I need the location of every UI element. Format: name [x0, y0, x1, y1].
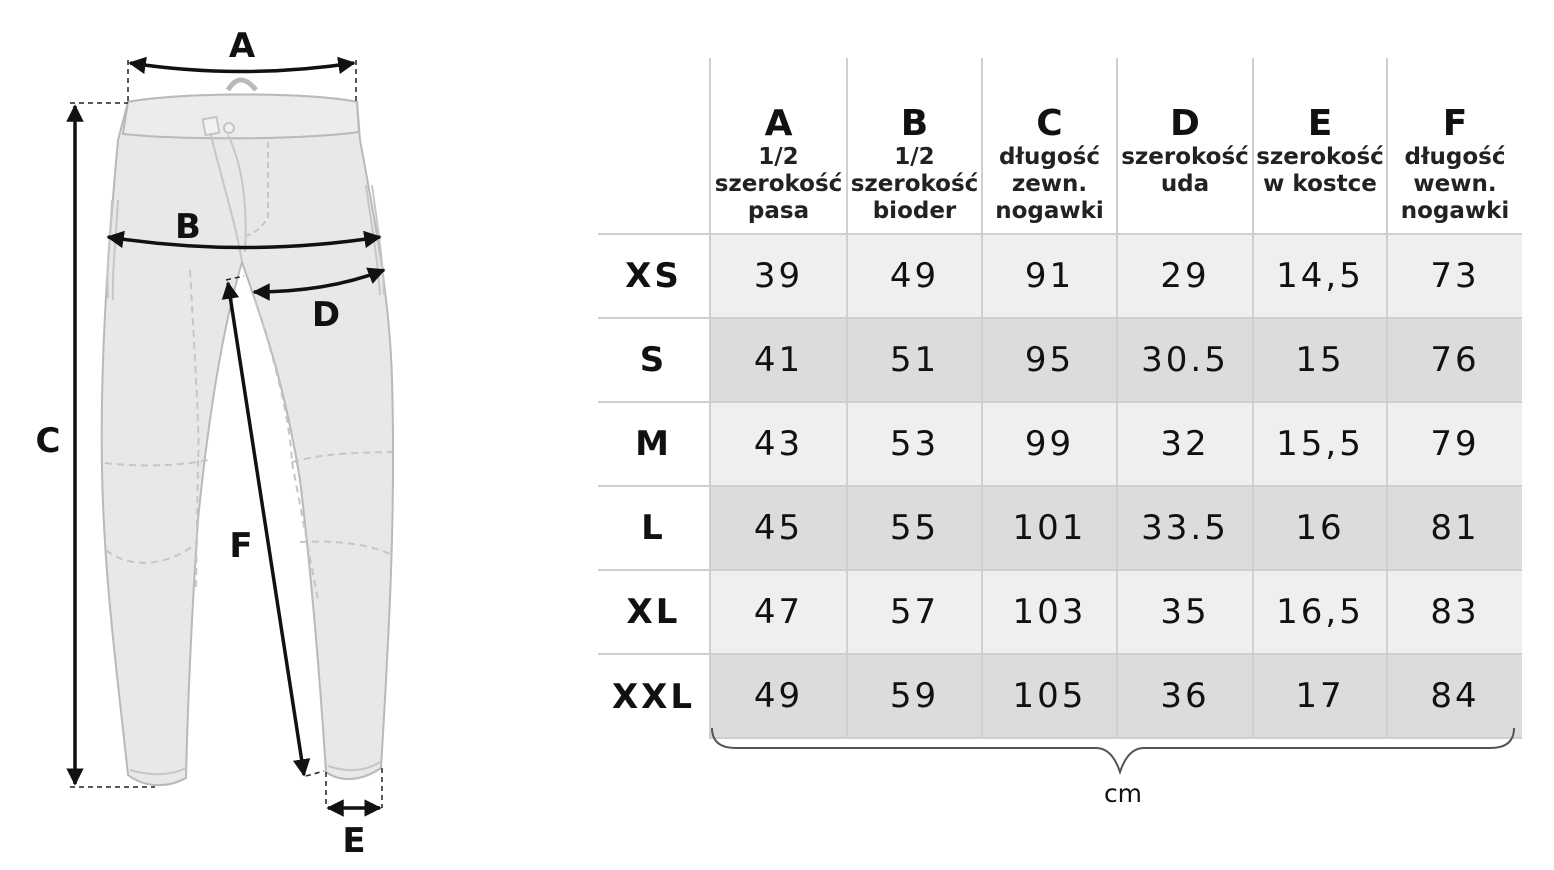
dimension-label-b: B	[175, 207, 201, 247]
value-cell: 105	[982, 654, 1117, 738]
value-cell: 45	[710, 486, 847, 570]
size-row-s	[598, 318, 1522, 402]
column-desc-line: zewn.	[1011, 171, 1088, 197]
value-cell: 35	[1117, 570, 1253, 654]
column-header-d	[1117, 58, 1253, 234]
size-label: XS	[598, 234, 710, 318]
column-desc-line: szerokość	[850, 171, 979, 197]
value-cell: 17	[1253, 654, 1387, 738]
unit-brace	[708, 724, 1520, 776]
column-desc-line: wewn.	[1413, 171, 1497, 197]
value-cell: 14,5	[1253, 234, 1387, 318]
value-cell: 15	[1253, 318, 1387, 402]
column-letter: F	[1442, 103, 1468, 144]
column-header-e	[1253, 58, 1387, 234]
value-cell: 99	[982, 402, 1117, 486]
value-cell: 57	[847, 570, 982, 654]
column-header-f	[1387, 58, 1522, 234]
column-desc-line: nogawki	[1400, 198, 1510, 224]
column-desc-line: bioder	[872, 198, 957, 224]
column-letter: B	[900, 103, 929, 144]
column-letter: C	[1036, 103, 1063, 144]
value-cell: 30.5	[1117, 318, 1253, 402]
column-desc-line: pasa	[747, 198, 810, 224]
value-cell: 32	[1117, 402, 1253, 486]
dimension-label-c: C	[35, 421, 61, 461]
column-letter: D	[1170, 103, 1200, 144]
size-label: S	[598, 318, 710, 402]
column-desc-line: szerokość	[714, 171, 843, 197]
column-header-b	[847, 58, 982, 234]
pants-measurement-diagram	[0, 0, 590, 870]
value-cell: 79	[1387, 402, 1522, 486]
column-desc-line: długość	[1404, 144, 1506, 170]
size-chart-table	[598, 58, 1522, 739]
value-cell: 83	[1387, 570, 1522, 654]
column-header-a	[710, 58, 847, 234]
value-cell: 49	[710, 654, 847, 738]
value-cell: 51	[847, 318, 982, 402]
corner-cell	[598, 58, 710, 234]
value-cell: 101	[982, 486, 1117, 570]
size-label: M	[598, 402, 710, 486]
value-cell: 16	[1253, 486, 1387, 570]
value-cell: 16,5	[1253, 570, 1387, 654]
size-row-m	[598, 402, 1522, 486]
value-cell: 91	[982, 234, 1117, 318]
column-desc-line: nogawki	[995, 198, 1104, 224]
column-desc-line: długość	[999, 144, 1100, 170]
dimension-label-e: E	[342, 821, 366, 861]
column-header-c	[982, 58, 1117, 234]
column-letter: E	[1307, 103, 1333, 144]
size-label: L	[598, 486, 710, 570]
value-cell: 95	[982, 318, 1117, 402]
dimension-label-d: D	[311, 295, 341, 335]
size-row-l	[598, 486, 1522, 570]
column-letter: A	[764, 103, 793, 144]
column-desc-line: w kostce	[1263, 171, 1377, 197]
size-row-xl	[598, 570, 1522, 654]
value-cell: 81	[1387, 486, 1522, 570]
value-cell: 39	[710, 234, 847, 318]
header-row	[598, 58, 1522, 234]
column-desc-line: szerokość	[1121, 144, 1249, 170]
value-cell: 33.5	[1117, 486, 1253, 570]
value-cell: 59	[847, 654, 982, 738]
value-cell: 103	[982, 570, 1117, 654]
value-cell: 73	[1387, 234, 1522, 318]
value-cell: 53	[847, 402, 982, 486]
size-row-xs	[598, 234, 1522, 318]
value-cell: 49	[847, 234, 982, 318]
column-desc-line: 1/2	[894, 144, 935, 170]
value-cell: 55	[847, 486, 982, 570]
column-desc-line: 1/2	[758, 144, 799, 170]
value-cell: 84	[1387, 654, 1522, 738]
size-label: XXL	[598, 654, 710, 738]
value-cell: 15,5	[1253, 402, 1387, 486]
size-label: XL	[598, 570, 710, 654]
value-cell: 43	[710, 402, 847, 486]
value-cell: 36	[1117, 654, 1253, 738]
dimension-label-a: A	[228, 26, 256, 66]
value-cell: 29	[1117, 234, 1253, 318]
pants-illustration	[102, 80, 393, 785]
value-cell: 41	[710, 318, 847, 402]
unit-label: cm	[1103, 779, 1143, 808]
column-desc-line: uda	[1160, 171, 1210, 197]
value-cell: 76	[1387, 318, 1522, 402]
value-cell: 47	[710, 570, 847, 654]
column-desc-line: szerokość	[1256, 144, 1384, 170]
dimension-label-f: F	[229, 526, 253, 566]
